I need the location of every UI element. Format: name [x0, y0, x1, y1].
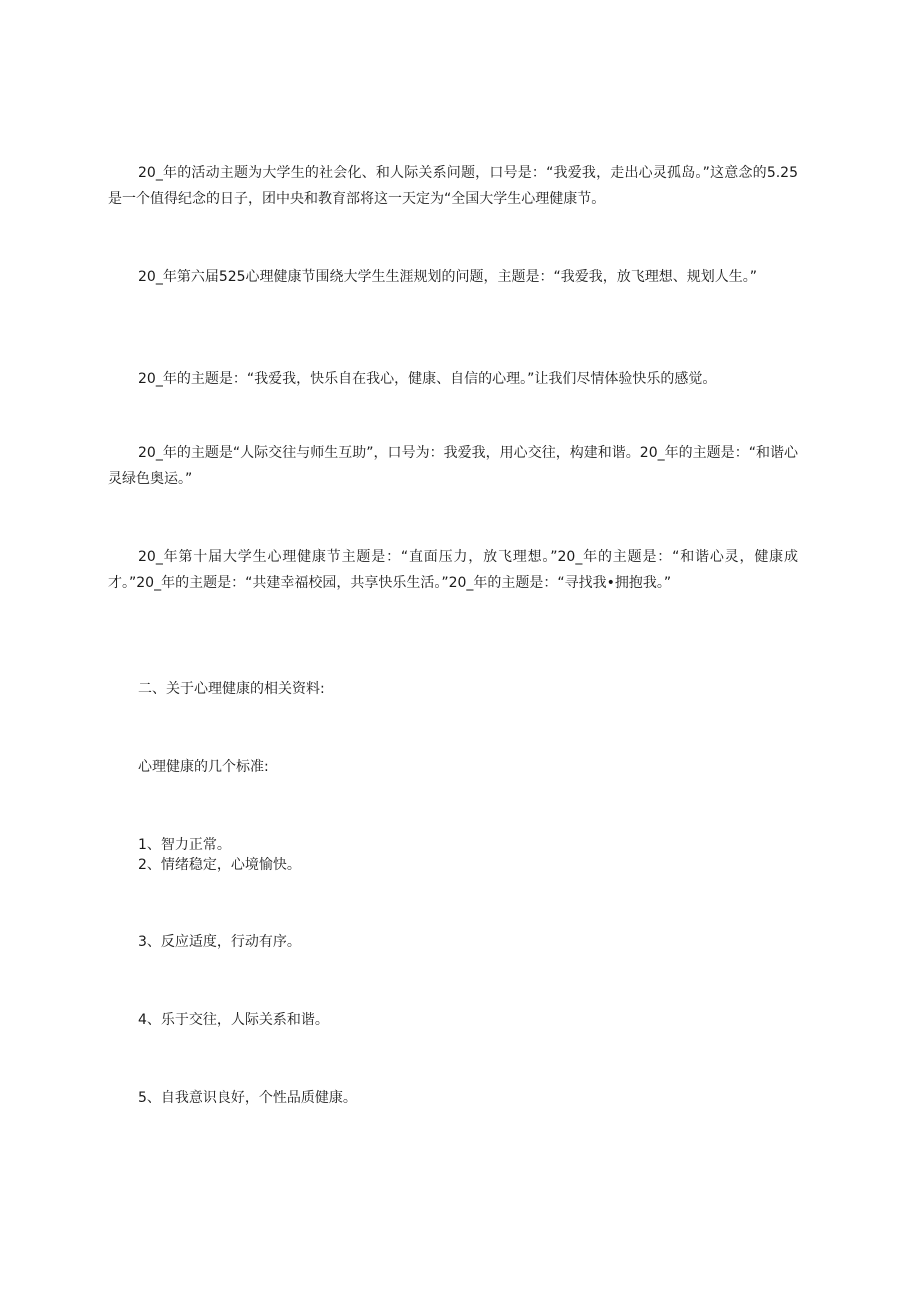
standard-item-1: 1、智力正常。 — [138, 837, 231, 853]
paragraph-2005-theme: 20_年的活动主题为大学生的社会化、和人际关系问题，口号是：“我爱我，走出心灵孤岛。”这意念的5.25是一个值得纪念的日子，团中央和教育部将这一天定为“全国大学生心理健康节。 — [108, 165, 798, 207]
section-heading: 二、关于心理健康的相关资料: — [138, 681, 325, 697]
paragraph-interpersonal-theme: 20_年的主题是“人际交往与师生互助”，口号为：我爱我，用心交往，构建和谐。20_年的主题是：“和谐心灵绿色奥运。” — [108, 445, 798, 487]
standard-item-2: 2、情绪稳定，心境愉快。 — [138, 857, 301, 873]
subheading: 心理健康的几个标准: — [138, 759, 269, 775]
standard-item-3: 3、反应适度，行动有序。 — [138, 934, 301, 950]
paragraph-happy-theme: 20_年的主题是：“我爱我，快乐自在我心，健康、自信的心理。”让我们尽情体验快乐的感觉。 — [138, 371, 717, 387]
paragraph-sixth-festival: 20_年第六届525心理健康节围绕大学生生涯规划的问题，主题是：“我爱我，放飞理想、规划人生。” — [138, 269, 758, 285]
paragraph-tenth-festival: 20_年第十届大学生心理健康节主题是：“直面压力，放飞理想。”20_年的主题是：“和谐心灵，健康成才。”20_年的主题是：“共建幸福校园，共享快乐生活。”20_年的主题是：“寻找我•拥抱我。” — [108, 549, 798, 591]
standard-item-4: 4、乐于交往，人际关系和谐。 — [138, 1012, 329, 1028]
standard-item-5: 5、自我意识良好，个性品质健康。 — [138, 1090, 357, 1106]
